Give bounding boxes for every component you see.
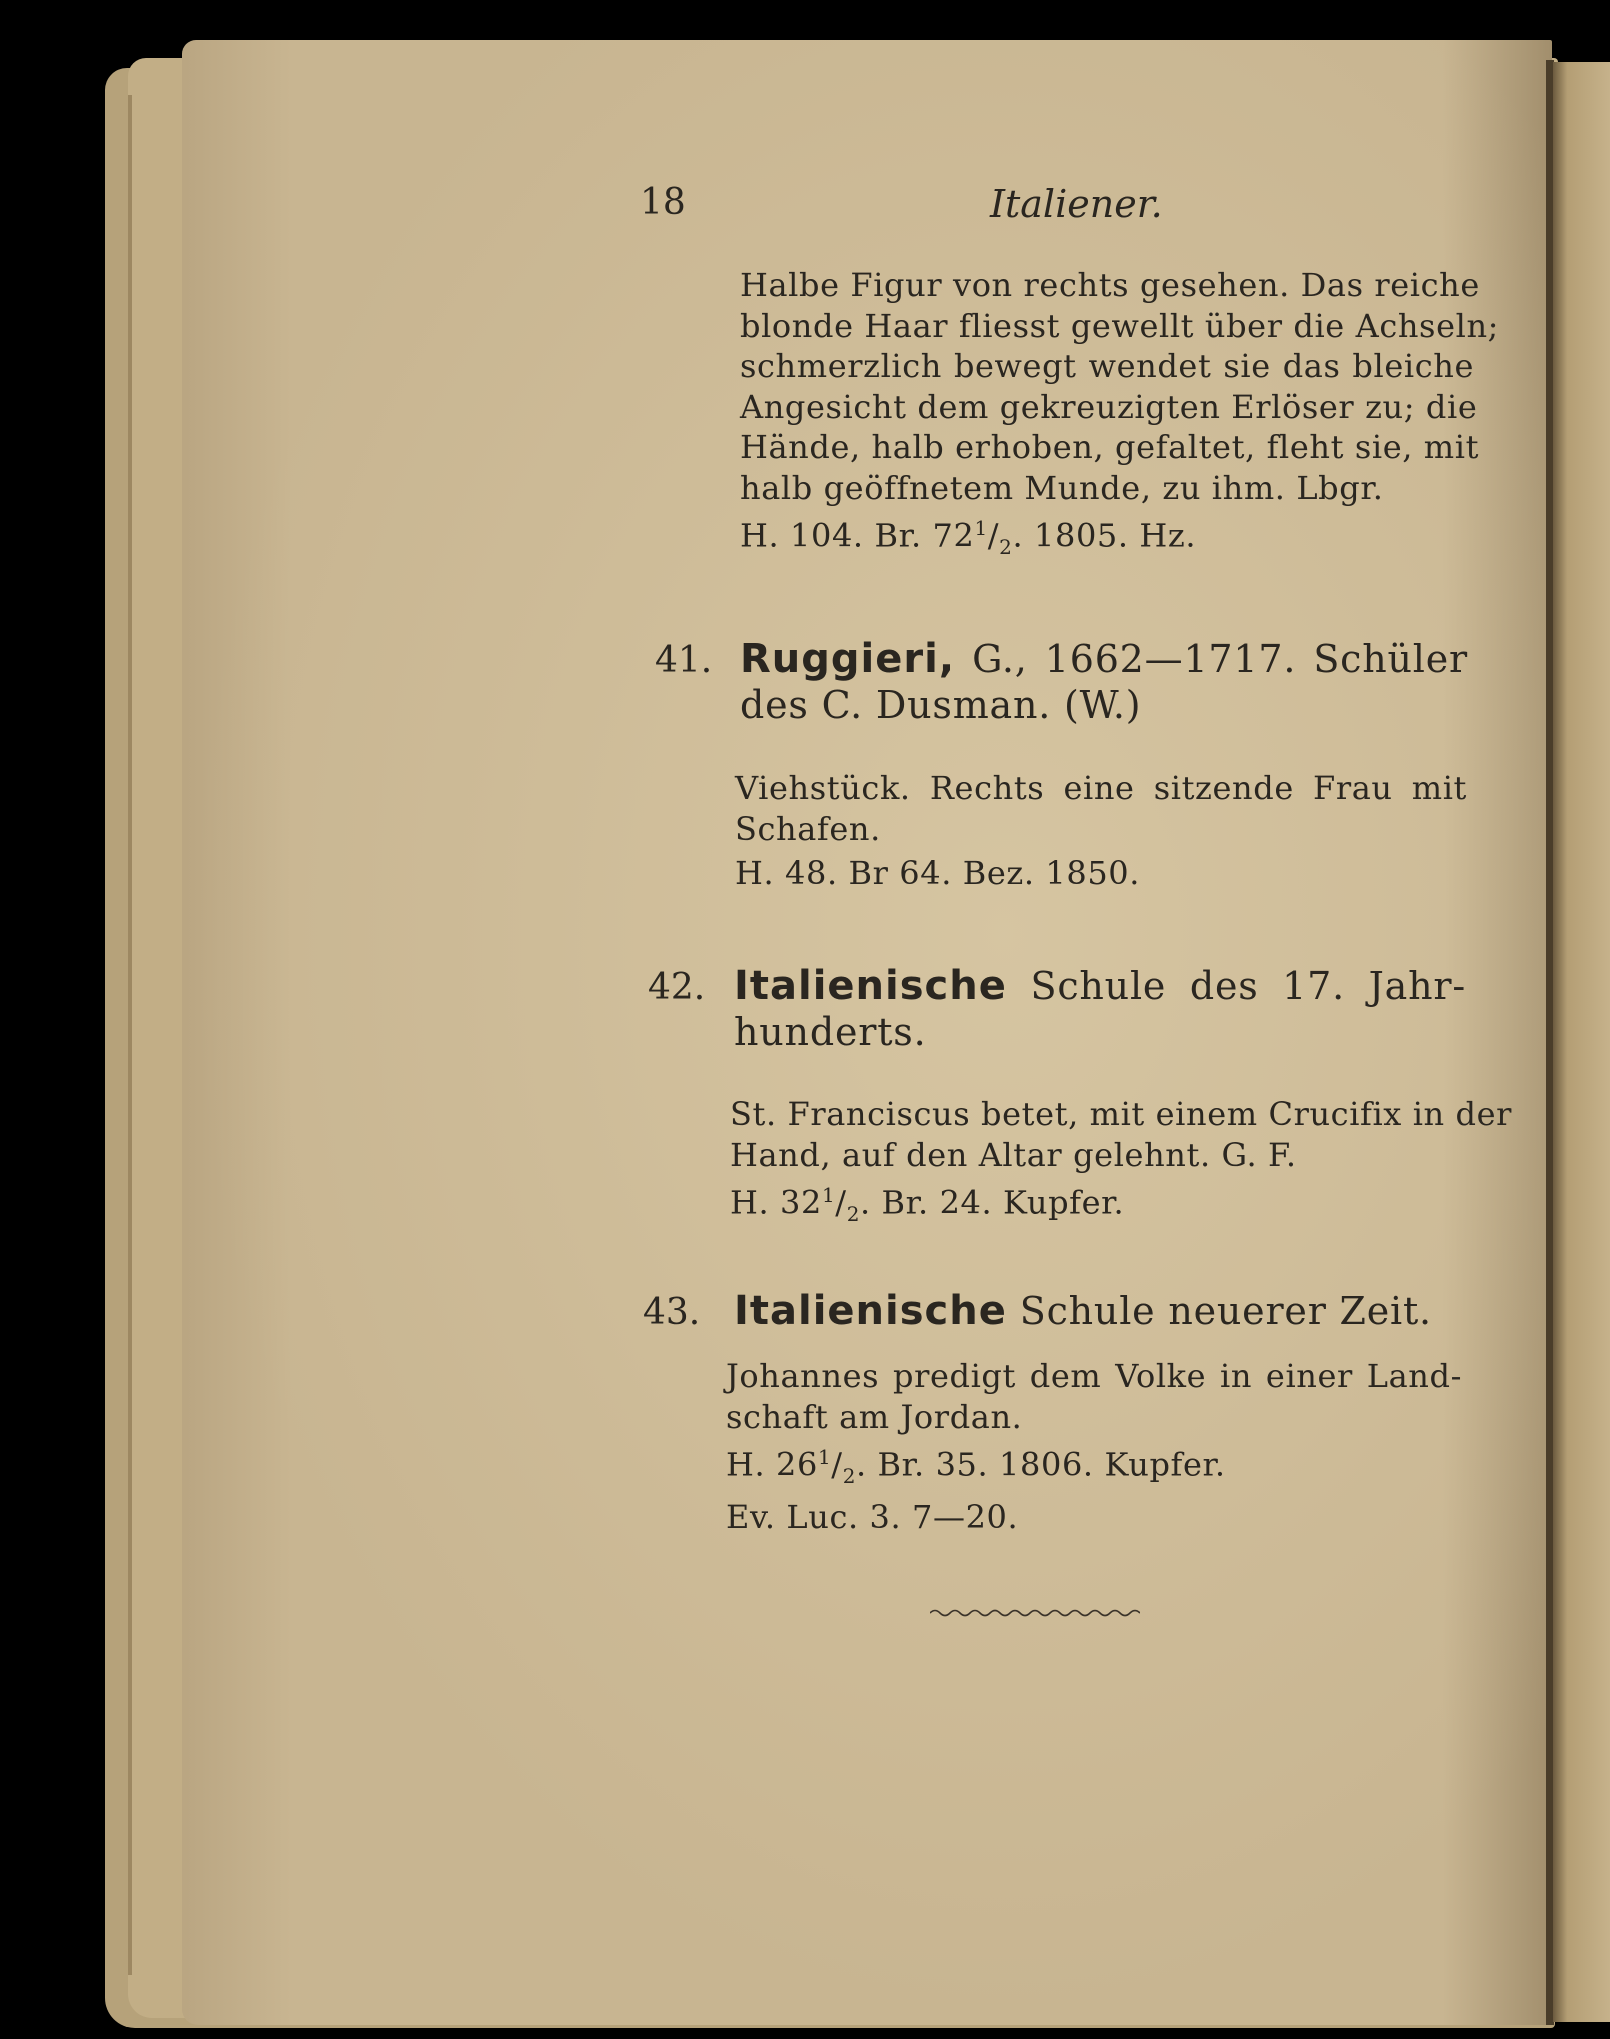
description-line: Johannes predigt dem Volke in einer Land- — [726, 1357, 1462, 1395]
entry-heading-line: Italienische Schule des 17. Jahr- — [734, 963, 1466, 1009]
entry-heading-line: hunderts. — [734, 1010, 927, 1054]
intro-measurements: H. 104. Br. $72^1/_2$. 1805. Hz. — [740, 516, 1197, 560]
school-name: Italienische — [734, 1288, 1007, 1334]
entry-heading — [734, 963, 1466, 1055]
entry-measurements: H. $32^1/_2$. Br. 24. Kupfer. — [730, 1183, 1125, 1227]
artist-name: Ruggieri, — [740, 636, 956, 682]
entry-heading-line: Ruggieri, G., 1662—1717. Schüler — [740, 636, 1468, 682]
description-line: Hand, auf den Altar gelehnt. G. F. — [730, 1135, 1297, 1174]
end-ornament — [930, 1606, 1140, 1620]
entry-description — [730, 1094, 1513, 1235]
description-line: schaft am Jordan. — [726, 1397, 1023, 1436]
running-title: Italiener. — [990, 182, 1163, 226]
school-name: Italienische — [734, 963, 1007, 1009]
entry-heading — [734, 1288, 1466, 1334]
scripture-reference: Ev. Luc. 3. 7—20. — [726, 1497, 1019, 1536]
intro-line: blonde Haar fliesst gewellt über die Achseln; — [740, 306, 1500, 345]
entry-number: 42. — [648, 967, 706, 1008]
entry-description — [735, 768, 1467, 894]
intro-line: halb geöffnetem Munde, zu ihm. Lbgr. — [740, 468, 1384, 507]
entry-measurements: H. $26^1/_2$. Br. 35. 1806. Kupfer. — [726, 1445, 1226, 1489]
description-line: Viehstück. Rechts eine sitzende Frau mit — [735, 769, 1467, 807]
entry-heading-line: des C. Dusman. (W.) — [740, 683, 1142, 727]
intro-line: Angesicht dem gekreuzigten Erlöser zu; die — [740, 387, 1478, 426]
entry-heading-line: Italienische Schule neuerer Zeit. — [734, 1288, 1432, 1334]
page-number: 18 — [640, 182, 686, 223]
entry-description — [726, 1356, 1462, 1537]
description-line: Schafen. — [735, 809, 881, 848]
entry-number: 41. — [655, 640, 713, 681]
intro-paragraph — [740, 265, 1500, 568]
intro-line: Hände, halb erhoben, gefaltet, fleht sie, mit — [740, 428, 1480, 466]
intro-line: schmerzlich bewegt wendet sie das bleiche — [740, 347, 1474, 385]
entry-measurements: H. 48. Br 64. Bez. 1850. — [735, 854, 1141, 892]
intro-line: Halbe Figur von rechts gesehen. Das reiche — [740, 266, 1480, 304]
entry-number: 43. — [643, 1292, 701, 1333]
entry-heading — [740, 636, 1468, 728]
description-line: St. Franciscus betet, mit einem Crucifix in der — [730, 1095, 1513, 1133]
